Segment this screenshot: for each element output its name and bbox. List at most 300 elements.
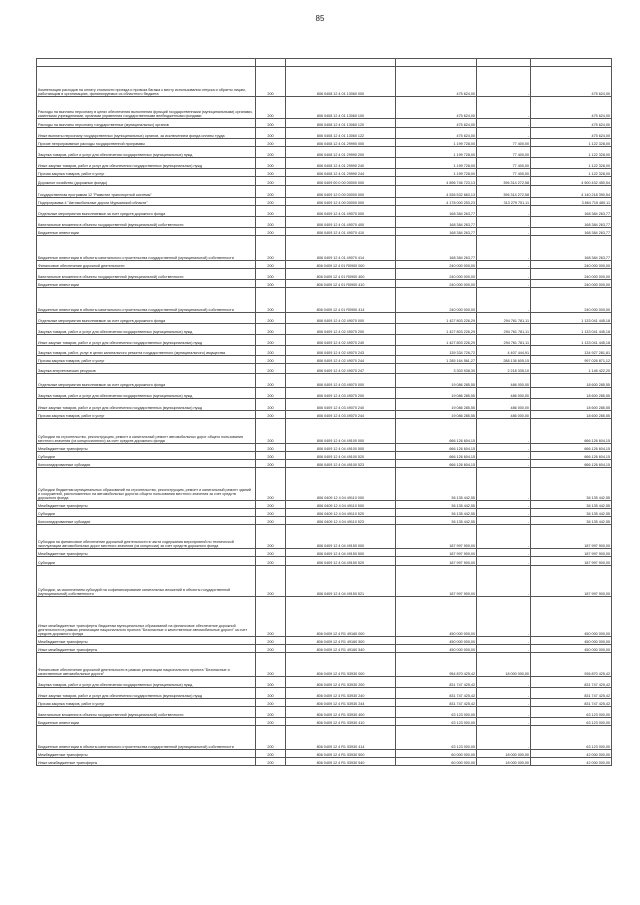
- row-name-cell: Закупка товаров, работ, услуг в целях капитального ремонта государственного (муниципального) имущества: [37, 346, 256, 356]
- table-row: [37, 501, 612, 509]
- table-row: [37, 468, 612, 501]
- row-remaining-cell: 42 000 000,00: [531, 750, 612, 758]
- row-executed-cell: -: [477, 261, 531, 269]
- row-name-cell: Бюджетные инвестиции в объекты капитального строительства государственной (муниципальной) собственности: [37, 726, 256, 750]
- row-remaining-cell: 187 997 900,00: [531, 525, 612, 549]
- row-assigned-cell: 1 427 803 226,29: [396, 324, 477, 335]
- row-assigned-cell: 4 896 746 723,13: [396, 177, 477, 186]
- row-name-cell: Иные закупки товаров, работ и услуг для обеспечения государственных (муниципальных) нужд: [37, 688, 256, 699]
- row-code-cell: 200: [256, 718, 286, 726]
- row-assigned-cell: 36 135 442,55: [396, 517, 477, 525]
- row-executed-cell: -: [477, 236, 531, 261]
- row-assigned-cell: 4 536 532 663,13: [396, 186, 477, 198]
- row-executed-cell: -: [477, 677, 531, 688]
- row-remaining-cell: 134 927 281,81: [531, 346, 612, 356]
- table-row: [37, 186, 612, 198]
- table-row: [37, 269, 612, 280]
- row-code-cell: 200: [256, 269, 286, 280]
- row-code-cell: 200: [256, 177, 286, 186]
- table-row: [37, 411, 612, 419]
- row-executed-cell: 396 314 272,58: [477, 186, 531, 198]
- row-executed-cell: 486 000,00: [477, 399, 531, 411]
- row-name-cell: Субсидии: [37, 557, 256, 566]
- row-executed-cell: -: [477, 206, 531, 217]
- row-kbk-cell: 806 0409 12 4 02 49070 244: [286, 356, 396, 364]
- row-executed-cell: -: [477, 452, 531, 460]
- row-remaining-cell: 997 026 871,12: [531, 356, 612, 364]
- row-code-cell: 200: [256, 707, 286, 718]
- row-name-cell: Межбюджетные трансферты: [37, 750, 256, 758]
- row-kbk-cell: 806 0409 12 4 R1 53930 244: [286, 699, 396, 707]
- row-assigned-cell: 831 747 425,42: [396, 699, 477, 707]
- row-remaining-cell: 187 997 900,00: [531, 557, 612, 566]
- table-row: [37, 97, 612, 119]
- row-assigned-cell: 168 384 263,77: [396, 217, 477, 228]
- row-kbk-cell: 806 0409 12 4 01 49070 000: [286, 206, 396, 217]
- row-assigned-cell: 63 123 000,00: [396, 726, 477, 750]
- row-kbk-cell: 806 0409 12 4 R1 53930 240: [286, 688, 396, 699]
- row-kbk-cell: 806 0408 12 4 01 29990 240: [286, 158, 396, 169]
- table-row: [37, 280, 612, 288]
- row-assigned-cell: [396, 59, 477, 67]
- row-code-cell: 200: [256, 388, 286, 399]
- row-executed-cell: [477, 59, 531, 67]
- row-executed-cell: 18 000 000,00: [477, 653, 531, 677]
- row-kbk-cell: 806 0408 12 4 01 29990 244: [286, 169, 396, 177]
- row-code-cell: 200: [256, 517, 286, 525]
- row-name-cell: Прочие непрограммные расходы государственной программы: [37, 139, 256, 147]
- row-code-cell: 200: [256, 186, 286, 198]
- row-code-cell: 200: [256, 699, 286, 707]
- row-remaining-cell: 63 123 000,00: [531, 726, 612, 750]
- row-name-cell: Межбюджетные трансферты: [37, 637, 256, 645]
- row-code-cell: 200: [256, 128, 286, 139]
- row-name-cell: Субсидии: [37, 509, 256, 517]
- row-code-cell: 200: [256, 637, 286, 645]
- row-executed-cell: -: [477, 269, 531, 280]
- row-executed-cell: 288 136 605,15: [477, 356, 531, 364]
- row-executed-cell: -: [477, 637, 531, 645]
- row-kbk-cell: 806 0409 12 4 R1 49160 000: [286, 597, 396, 637]
- row-name-cell: Субсидия на финансовое обеспечение дорожной деятельности в части содержания мероприятий по технической эксплуатации автомобильных дорог местного значения (из концессии) за счет средств дорожного фонда: [37, 525, 256, 549]
- row-remaining-cell: 3 864 715 480,11: [531, 198, 612, 206]
- row-remaining-cell: 450 000 000,00: [531, 597, 612, 637]
- row-assigned-cell: 666 126 604,15: [396, 452, 477, 460]
- row-remaining-cell: 36 135 442,55: [531, 468, 612, 501]
- row-executed-cell: 486 000,00: [477, 411, 531, 419]
- row-name-cell: Компенсация расходов на оплату стоимости проезда и провоза багажа к месту использования отпуска и обратно лицам, работающим в организациях, финансируемых из областного бюджета: [37, 67, 256, 97]
- row-code-cell: 200: [256, 557, 286, 566]
- table-row: [37, 324, 612, 335]
- table-row: [37, 364, 612, 374]
- row-kbk-cell: 806 0409 12 4 00 00000 000: [286, 198, 396, 206]
- table-row: [37, 288, 612, 313]
- table-row: [37, 206, 612, 217]
- row-name-cell: Бюджетные инвестиции: [37, 718, 256, 726]
- table-row: [37, 313, 612, 324]
- table-row: [37, 419, 612, 444]
- row-remaining-cell: 1 133 041 445,18: [531, 324, 612, 335]
- row-remaining-cell: 42 000 000,00: [531, 758, 612, 766]
- row-kbk-cell: 806 0409 12 4 R1 49160 540: [286, 645, 396, 653]
- table-row: [37, 509, 612, 517]
- row-name-cell: Бюджетные инвестиции: [37, 280, 256, 288]
- row-kbk-cell: [286, 59, 396, 67]
- row-code-cell: 200: [256, 374, 286, 388]
- row-executed-cell: -: [477, 119, 531, 128]
- row-assigned-cell: 240 000 000,00: [396, 280, 477, 288]
- table-row: [37, 517, 612, 525]
- row-remaining-cell: 475 624,00: [531, 119, 612, 128]
- row-code-cell: 200: [256, 411, 286, 419]
- row-name-cell: Закупка товаров, работ и услуг для обеспечения государственных (муниципальных) нужд: [37, 324, 256, 335]
- row-assigned-cell: 139 334 726,72: [396, 346, 477, 356]
- table-row: [37, 217, 612, 228]
- row-remaining-cell: 63 123 000,00: [531, 707, 612, 718]
- row-assigned-cell: 1 199 728,00: [396, 169, 477, 177]
- row-code-cell: 200: [256, 119, 286, 128]
- row-assigned-cell: 187 997 900,00: [396, 557, 477, 566]
- row-assigned-cell: 168 384 263,77: [396, 228, 477, 236]
- row-executed-cell: 77 400,00: [477, 139, 531, 147]
- row-executed-cell: 396 314 272,58: [477, 177, 531, 186]
- row-remaining-cell: 240 000 000,00: [531, 269, 612, 280]
- row-remaining-cell: 475 624,00: [531, 128, 612, 139]
- row-code-cell: 200: [256, 364, 286, 374]
- row-assigned-cell: 187 997 900,00: [396, 566, 477, 597]
- table-row: [37, 59, 612, 67]
- row-executed-cell: -: [477, 67, 531, 97]
- row-name-cell: Бюджетные инвестиции: [37, 228, 256, 236]
- row-code-cell: 200: [256, 261, 286, 269]
- row-kbk-cell: 806 0408 12 4 01 13060 120: [286, 119, 396, 128]
- table-row: [37, 399, 612, 411]
- row-name-cell: Бюджетные инвестиции в объекты капитального строительства государственной (муниципальной) собственности: [37, 236, 256, 261]
- row-kbk-cell: 806 0409 12 4 R1 49160 500: [286, 637, 396, 645]
- row-kbk-cell: 806 0409 12 4 R1 53930 410: [286, 718, 396, 726]
- row-remaining-cell: 168 384 263,77: [531, 217, 612, 228]
- row-remaining-cell: 666 126 604,15: [531, 444, 612, 452]
- row-assigned-cell: 60 000 000,00: [396, 750, 477, 758]
- row-code-cell: 200: [256, 158, 286, 169]
- row-kbk-cell: 806 0409 00 0 00 00000 000: [286, 177, 396, 186]
- table-row: [37, 388, 612, 399]
- row-code-cell: 200: [256, 460, 286, 468]
- row-assigned-cell: 450 000 000,00: [396, 597, 477, 637]
- row-name-cell: Дорожное хозяйство (дорожные фонды): [37, 177, 256, 186]
- row-code-cell: 200: [256, 525, 286, 549]
- table-row: [37, 653, 612, 677]
- row-code-cell: 200: [256, 750, 286, 758]
- row-executed-cell: 77 400,00: [477, 169, 531, 177]
- row-name-cell: Финансовое обеспечение дорожной деятельности в рамках реализации национального проекта "Безопасные и качественные автомобильные дороги": [37, 653, 256, 677]
- row-name-cell: Субсидии: [37, 452, 256, 460]
- row-assigned-cell: 831 747 425,42: [396, 688, 477, 699]
- row-remaining-cell: 1 122 328,00: [531, 158, 612, 169]
- row-assigned-cell: 831 747 425,42: [396, 677, 477, 688]
- row-remaining-cell: 18 600 285,55: [531, 411, 612, 419]
- row-kbk-cell: 806 0409 12 4 04 49100 000: [286, 419, 396, 444]
- row-remaining-cell: 1 122 328,00: [531, 147, 612, 158]
- row-name-cell: Субсидии на строительство, реконструкцию, ремонт и капитальный ремонт автомобильных дорог общего пользования местного значения (из концессионного) за счет средств дорожного фонда: [37, 419, 256, 444]
- row-remaining-cell: 1 122 328,00: [531, 139, 612, 147]
- row-assigned-cell: 666 126 604,15: [396, 419, 477, 444]
- row-assigned-cell: 3 303 938,30: [396, 364, 477, 374]
- row-executed-cell: -: [477, 707, 531, 718]
- row-kbk-cell: 806 0408 12 4 01 29990 000: [286, 139, 396, 147]
- row-kbk-cell: 806 0409 12 4 R1 53930 414: [286, 726, 396, 750]
- table-row: [37, 566, 612, 597]
- row-executed-cell: -: [477, 444, 531, 452]
- row-remaining-cell: 666 126 604,15: [531, 460, 612, 468]
- row-assigned-cell: 240 000 000,00: [396, 288, 477, 313]
- row-assigned-cell: 666 126 604,15: [396, 460, 477, 468]
- row-code-cell: 200: [256, 549, 286, 557]
- row-name-cell: Бюджетные инвестиции в объекты капитального строительства государственной (муниципальной) собственности: [37, 288, 256, 313]
- row-code-cell: 200: [256, 444, 286, 452]
- row-name-cell: Подпрограмма 4 "Автомобильные дороги Мурманской области": [37, 198, 256, 206]
- row-code-cell: 200: [256, 509, 286, 517]
- row-remaining-cell: 36 135 442,55: [531, 517, 612, 525]
- row-executed-cell: -: [477, 525, 531, 549]
- row-name-cell: Прочая закупка товаров, работ и услуг: [37, 411, 256, 419]
- row-kbk-cell: 806 0409 12 4 04 49110 000: [286, 468, 396, 501]
- table-row: [37, 374, 612, 388]
- row-remaining-cell: 831 747 425,42: [531, 677, 612, 688]
- row-code-cell: 200: [256, 228, 286, 236]
- row-name-cell: Отдельные мероприятия выполняемые за счет средств дорожного фонда: [37, 206, 256, 217]
- row-kbk-cell: 806 0409 12 4 02 49070 200: [286, 324, 396, 335]
- row-code-cell: 200: [256, 313, 286, 324]
- row-assigned-cell: 450 000 000,00: [396, 645, 477, 653]
- row-executed-cell: -: [477, 597, 531, 637]
- table-row: [37, 677, 612, 688]
- row-executed-cell: -: [477, 566, 531, 597]
- row-executed-cell: -: [477, 557, 531, 566]
- row-assigned-cell: 240 000 000,00: [396, 269, 477, 280]
- row-executed-cell: -: [477, 419, 531, 444]
- row-executed-cell: -: [477, 460, 531, 468]
- row-kbk-cell: 806 0409 12 4 R1 53930 540: [286, 758, 396, 766]
- row-kbk-cell: 806 0409 12 4 04 49150 500: [286, 549, 396, 557]
- row-code-cell: 200: [256, 758, 286, 766]
- table-row: [37, 557, 612, 566]
- row-code-cell: 200: [256, 597, 286, 637]
- row-name-cell: Закупка товаров, работ и услуг для обеспечения государственных (муниципальных) нужд: [37, 677, 256, 688]
- row-executed-cell: 4 407 444,91: [477, 346, 531, 356]
- row-assigned-cell: 450 000 000,00: [396, 637, 477, 645]
- row-remaining-cell: 18 600 285,55: [531, 399, 612, 411]
- row-remaining-cell: 666 126 604,15: [531, 452, 612, 460]
- budget-table-body: [37, 59, 612, 766]
- row-remaining-cell: 168 384 263,77: [531, 236, 612, 261]
- row-kbk-cell: 806 0409 12 4 04 49110 523: [286, 517, 396, 525]
- row-code-cell: 200: [256, 206, 286, 217]
- row-code-cell: 200: [256, 653, 286, 677]
- row-remaining-cell: 936 870 425,42: [531, 653, 612, 677]
- table-row: [37, 177, 612, 186]
- row-code-cell: 200: [256, 147, 286, 158]
- table-row: [37, 335, 612, 346]
- row-name-cell: Межбюджетные трансферты: [37, 444, 256, 452]
- table-row: [37, 158, 612, 169]
- row-remaining-cell: 1 133 041 445,18: [531, 335, 612, 346]
- row-code-cell: 200: [256, 399, 286, 411]
- row-code-cell: 200: [256, 688, 286, 699]
- row-kbk-cell: 806 0408 12 4 01 29990 200: [286, 147, 396, 158]
- row-name-cell: Межбюджетные трансферты: [37, 549, 256, 557]
- row-code-cell: 200: [256, 501, 286, 509]
- row-assigned-cell: 60 000 000,00: [396, 758, 477, 766]
- table-row: [37, 718, 612, 726]
- row-name-cell: Иные закупки товаров, работ и услуг для обеспечения государственных (муниципальных) нужд: [37, 399, 256, 411]
- row-executed-cell: -: [477, 468, 531, 501]
- row-assigned-cell: 954 870 425,42: [396, 653, 477, 677]
- budget-table: [36, 58, 612, 766]
- row-assigned-cell: 475 624,00: [396, 128, 477, 139]
- table-row: [37, 128, 612, 139]
- row-code-cell: 200: [256, 97, 286, 119]
- row-remaining-cell: 63 123 000,00: [531, 718, 612, 726]
- row-executed-cell: -: [477, 128, 531, 139]
- row-executed-cell: 2 218 335,10: [477, 364, 531, 374]
- row-remaining-cell: 36 135 442,55: [531, 501, 612, 509]
- table-row: [37, 460, 612, 468]
- table-row: [37, 139, 612, 147]
- row-assigned-cell: 1 199 728,00: [396, 158, 477, 169]
- row-executed-cell: -: [477, 217, 531, 228]
- row-code-cell: 200: [256, 452, 286, 460]
- table-row: [37, 444, 612, 452]
- row-kbk-cell: 806 0409 12 4 04 49100 520: [286, 452, 396, 460]
- row-remaining-cell: 4 500 432 450,54: [531, 177, 612, 186]
- row-assigned-cell: 19 086 285,55: [396, 388, 477, 399]
- row-kbk-cell: 806 0408 12 4 01 13060 122: [286, 128, 396, 139]
- row-executed-cell: -: [477, 688, 531, 699]
- row-remaining-cell: 187 997 900,00: [531, 549, 612, 557]
- row-kbk-cell: 806 0409 12 4 04 49150 520: [286, 557, 396, 566]
- row-name-cell: Консолидированные субсидии: [37, 517, 256, 525]
- row-code-cell: [256, 59, 286, 67]
- row-code-cell: 200: [256, 726, 286, 750]
- row-executed-cell: 77 400,00: [477, 158, 531, 169]
- row-name-cell: Иные межбюджетные трансферты: [37, 758, 256, 766]
- row-code-cell: 200: [256, 324, 286, 335]
- row-code-cell: 200: [256, 139, 286, 147]
- row-remaining-cell: 831 747 425,42: [531, 688, 612, 699]
- row-remaining-cell: 1 133 041 445,18: [531, 313, 612, 324]
- row-kbk-cell: 806 0409 12 4 02 49070 243: [286, 346, 396, 356]
- row-kbk-cell: 806 0409 12 4 01 49070 400: [286, 217, 396, 228]
- row-name-cell: Закупка энергетических ресурсов: [37, 364, 256, 374]
- row-kbk-cell: 806 0409 12 4 02 49070 000: [286, 313, 396, 324]
- row-executed-cell: -: [477, 726, 531, 750]
- row-executed-cell: 77 400,00: [477, 147, 531, 158]
- row-name-cell: Иные выплаты персоналу государственных (муниципальных) органов, за исключением фонда оплаты труда: [37, 128, 256, 139]
- row-executed-cell: -: [477, 509, 531, 517]
- row-code-cell: 200: [256, 566, 286, 597]
- table-row: [37, 169, 612, 177]
- row-code-cell: 200: [256, 356, 286, 364]
- row-kbk-cell: 806 0409 12 4 01 R0900 414: [286, 288, 396, 313]
- row-executed-cell: -: [477, 517, 531, 525]
- row-remaining-cell: 18 600 285,55: [531, 388, 612, 399]
- row-executed-cell: -: [477, 280, 531, 288]
- row-executed-cell: 294 761 781,11: [477, 313, 531, 324]
- row-name-cell: Капитальные вложения в объекты государственной (муниципальной) собственности: [37, 269, 256, 280]
- row-name-cell: Капитальные вложения в объекты государственной (муниципальной) собственности: [37, 217, 256, 228]
- row-name-cell: Иные межбюджетные трансферты бюджетам муниципальных образований на финансовое обеспечение дорожной деятельности в рамках реализации национального проекта "Безопасные и качественные автомобильные дороги" за счет средств дорожного фонда: [37, 597, 256, 637]
- row-assigned-cell: 36 135 442,55: [396, 501, 477, 509]
- table-row: [37, 750, 612, 758]
- row-assigned-cell: 4 178 000 253,23: [396, 198, 477, 206]
- row-executed-cell: -: [477, 228, 531, 236]
- row-executed-cell: 18 000 000,00: [477, 758, 531, 766]
- row-assigned-cell: 1 199 728,00: [396, 147, 477, 158]
- row-remaining-cell: 187 997 900,00: [531, 566, 612, 597]
- row-kbk-cell: 806 0408 12 4 01 13060 100: [286, 97, 396, 119]
- row-name-cell: Расходы на выплаты персоналу государственных (муниципальных) органов: [37, 119, 256, 128]
- row-assigned-cell: 475 624,00: [396, 97, 477, 119]
- row-assigned-cell: 187 997 900,00: [396, 525, 477, 549]
- table-row: [37, 356, 612, 364]
- row-remaining-cell: [531, 59, 612, 67]
- row-remaining-cell: 168 384 263,77: [531, 206, 612, 217]
- row-assigned-cell: 475 624,00: [396, 119, 477, 128]
- row-kbk-cell: 806 0409 12 4 R1 53930 400: [286, 707, 396, 718]
- row-assigned-cell: 168 384 263,77: [396, 206, 477, 217]
- row-assigned-cell: 63 123 000,00: [396, 718, 477, 726]
- row-kbk-cell: 806 0409 12 4 01 49070 414: [286, 236, 396, 261]
- row-kbk-cell: 806 0409 12 4 04 49150 000: [286, 525, 396, 549]
- row-name-cell: Прочая закупка товаров, работ и услуг: [37, 356, 256, 364]
- table-row: [37, 645, 612, 653]
- row-name-cell: Прочая закупка товаров, работ и услуг: [37, 699, 256, 707]
- row-remaining-cell: 1 122 328,00: [531, 169, 612, 177]
- row-remaining-cell: 666 126 604,15: [531, 419, 612, 444]
- row-name-cell: Прочая закупка товаров, работ и услуг: [37, 169, 256, 177]
- table-row: [37, 452, 612, 460]
- row-code-cell: 200: [256, 335, 286, 346]
- row-kbk-cell: 806 0409 12 4 02 49070 247: [286, 364, 396, 374]
- row-name-cell: Государственная программа 12 "Развитие транспортной системы": [37, 186, 256, 198]
- table-row: [37, 597, 612, 637]
- row-remaining-cell: 240 000 000,00: [531, 280, 612, 288]
- row-assigned-cell: 1 285 164 561,27: [396, 356, 477, 364]
- row-kbk-cell: 806 0409 12 4 04 49100 500: [286, 444, 396, 452]
- row-name-cell: Субсидии бюджетам муниципальных образований на строительство, реконструкцию, ремонт и капитальный ремонт зданий и сооружений, расположенных на автомобильных дорогах общего пользования местного значения за счет средств дорожного фонда: [37, 468, 256, 501]
- row-name-cell: Иные межбюджетные трансферты: [37, 645, 256, 653]
- row-kbk-cell: 806 0409 12 4 03 49070 240: [286, 399, 396, 411]
- row-name-cell: Консолидированные субсидии: [37, 460, 256, 468]
- row-assigned-cell: 19 086 285,55: [396, 399, 477, 411]
- row-executed-cell: -: [477, 718, 531, 726]
- row-name-cell: Капитальные вложения в объекты государственной (муниципальной) собственности: [37, 707, 256, 718]
- row-assigned-cell: 19 086 285,55: [396, 411, 477, 419]
- row-assigned-cell: 63 123 000,00: [396, 707, 477, 718]
- table-row: [37, 688, 612, 699]
- row-code-cell: 200: [256, 645, 286, 653]
- row-executed-cell: -: [477, 288, 531, 313]
- row-code-cell: 200: [256, 67, 286, 97]
- row-assigned-cell: 240 000 000,00: [396, 261, 477, 269]
- table-row: [37, 637, 612, 645]
- row-kbk-cell: 806 0409 12 4 03 49070 244: [286, 411, 396, 419]
- row-name-cell: Субсидии, за исключением субсидий на софинансирование капитальных вложений в объекты государственной (муниципальной) собственности: [37, 566, 256, 597]
- row-executed-cell: -: [477, 549, 531, 557]
- row-remaining-cell: 450 000 000,00: [531, 645, 612, 653]
- row-assigned-cell: 168 384 263,77: [396, 236, 477, 261]
